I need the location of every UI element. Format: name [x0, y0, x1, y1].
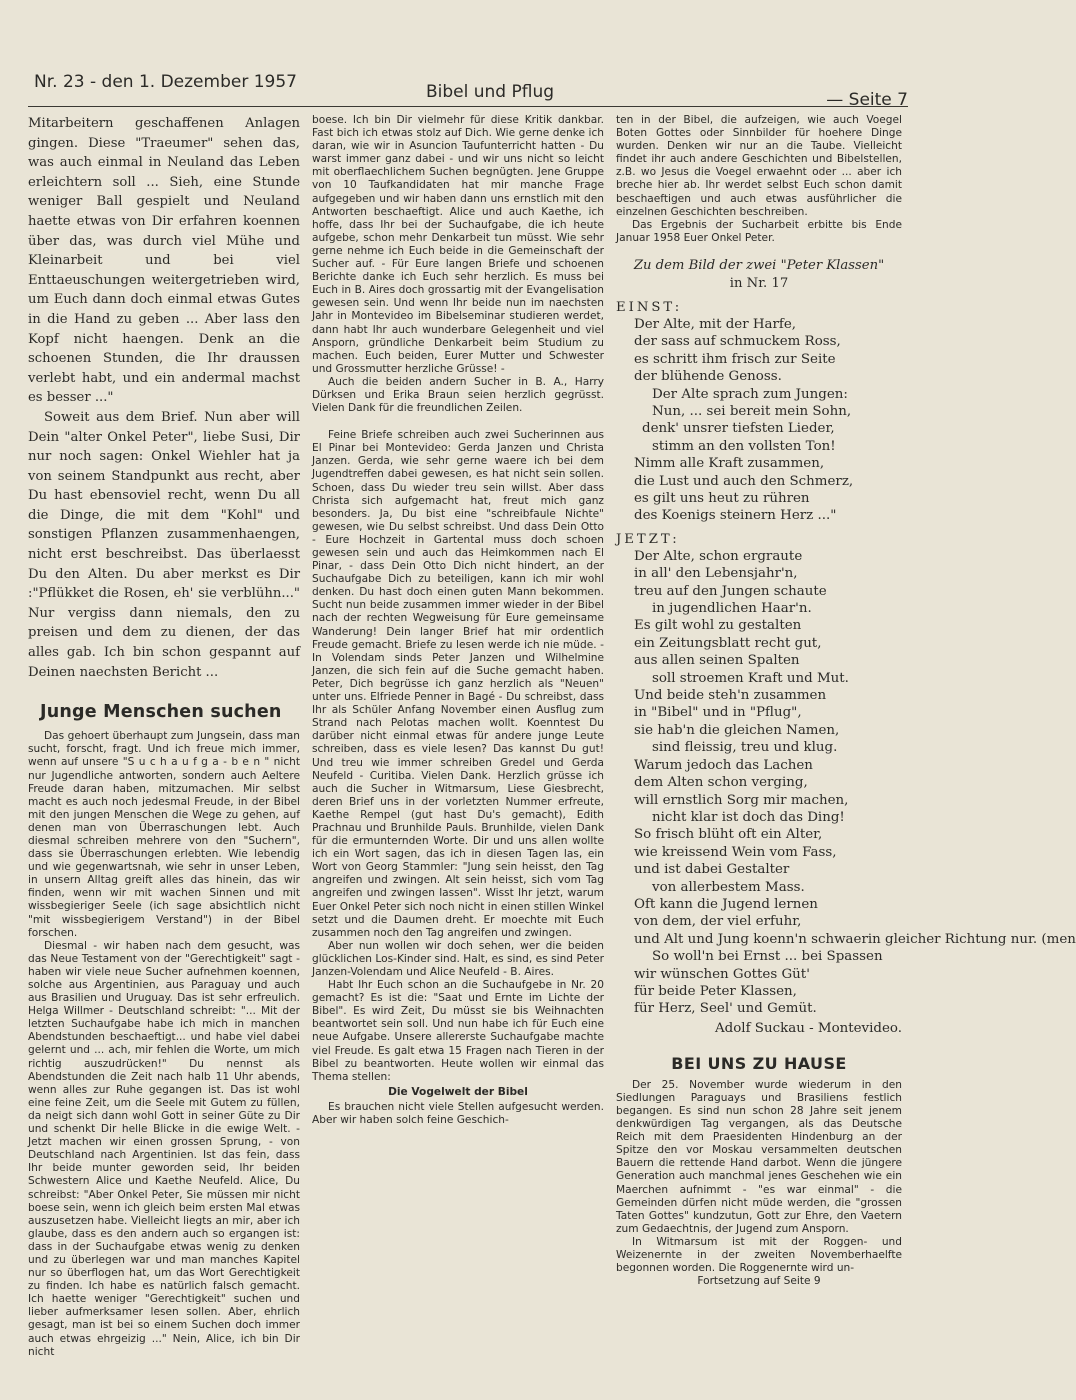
poem-line: für beide Peter Klassen, [634, 983, 797, 999]
poem-line: für Herz, Seel' und Gemüt. [634, 1001, 817, 1017]
article-paragraph: Es brauchen nicht viele Stellen aufgesucht werden. Aber wir haben solch feine Geschich- [312, 1100, 604, 1127]
poem-line: Warum jedoch das Lachen [634, 757, 813, 773]
poem-line: in all' den Lebensjahr'n, [634, 566, 798, 582]
article-paragraph: boese. Ich bin Dir vielmehr für diese Kritik dankbar. Fast bich ich etwas stolz auf Dich. Wie gerne denke ich daran, wie wir in Asuncion Taufunterricht hatten - Du warst immer ganz dabei - und wir uns nicht so leicht mit oberflaechlichem Suchen begnügten. Jene Gruppe von 10 Taufkandidaten hat mir manche Frage aufgegeben und wir haben dann uns ernstlich mit den Antworten beschaeftigt. Alice und auch Kaethe, ich hoffe, dass Ihr bei der Suchaufgabe, die ich heute aufgebe, schon mehr Denkarbeit tun müsst. Wie sehr gerne nehme ich Euch beide in die Gemeinschaft der Sucher auf. - Für Eure langen Briefe und schoenen Berichte danke ich Euch sehr herzlich. Es muss bei Euch in B. Aires doch grossartig mit der Evangelisation gewesen sein. Und wenn Ihr beide nun im naechsten Jahr in Montevideo im Bibelseminar studieren werdet, dann habt Ihr auch wunderbare Gelegenheit und viel Ansporn, gründliche Denkarbeit beim Studium zu machen. Euch beiden, Eurer Mutter und Schwester und Grossmutter herzliche Grüsse! - [312, 114, 604, 375]
poem-line: denk' unsrer tiefsten Lieder, [642, 421, 835, 437]
task-subheading: Die Vogelwelt der Bibel [388, 1085, 528, 1098]
poem-title: Zu dem Bild der zwei "Peter Klassen" [633, 257, 885, 273]
poem-line: von dem, der viel erfuhr, [634, 914, 802, 930]
poem-line: wir wünschen Gottes Güt' [634, 966, 810, 982]
poem-line: Es gilt wohl zu gestalten [634, 618, 802, 634]
poem-line: der sass auf schmuckem Ross, [634, 334, 841, 350]
poem-section-label: EINST: [616, 299, 683, 315]
column-2 [312, 114, 604, 1384]
poem-line: Oft kann die Jugend lernen [634, 896, 818, 912]
poem-line: nicht klar ist doch das Ding! [652, 809, 845, 825]
poem-line: es schritt ihm frisch zur Seite [634, 351, 836, 367]
poem-subtitle: in Nr. 17 [729, 275, 789, 291]
page-header [28, 66, 908, 110]
page-number: — Seite 7 [826, 90, 908, 110]
poem-line: So woll'n bei Ernst ... bei Spassen [652, 949, 883, 965]
letter-paragraph: Mitarbeitern geschaffenen Anlagen gingen. Diese "Traeumer" sehen das, was auch einmal in Neuland das Leben erleichtern soll ... Sieh, eine Stunde weniger Ball gespielt und Neuland haette etwas von Dir erfahren koennen über das, was durch viel Mühe und Kleinarbeit und bei viel Enttaeuschungen weitergetrieben wird, um Euch dann doch einmal etwas Gutes in die Hand zu geben ... Aber lass den Kopf nicht haengen. Denk an die schoenen Stunden, die Ihr draussen verlebt habt, und ein andermal machst es besser ..." [28, 116, 300, 406]
news-heading: BEI UNS ZU HAUSE [671, 1053, 847, 1073]
continued-note: Fortsetzung auf Seite 9 [697, 1275, 821, 1288]
poem-line: es gilt uns heut zu rühren [634, 491, 810, 506]
column-1 [28, 114, 300, 1384]
poem-line: Und beide steh'n zusammen [634, 688, 827, 704]
article-paragraph: Habt Ihr Euch schon an die Suchaufgebe in Nr. 20 gemacht? Es ist die: "Saat und Ernte im Lichte der Bibel". Es wird Zeit, Du müsst sie bis Weihnachten beantwortet sein soll. Und nun habe ich für Euch eine neue Aufgabe. Unsere allererste Suchaufgabe machte viel Freude. Es galt etwa 15 Fragen nach Tieren in der Bibel zu beantworten. Heute wollen wir einmal das Thema stellen: [312, 979, 604, 1083]
poem-line: der blühende Genoss. [634, 369, 782, 385]
poem-line: Nun, ... sei bereit mein Sohn, [652, 403, 852, 419]
poem-line: die Lust und auch den Schmerz, [634, 473, 854, 489]
poem-line: in jugendlichen Haar'n. [652, 601, 812, 617]
article-paragraph: Diesmal - wir haben nach dem gesucht, was das Neue Testament von der "Gerechtigkeit" sagt - haben wir viele neue Sucher aufnehmen koennen, solche aus Argentinien, aus Paraguay und auch aus Brasilien und Uruguay. Das ist sehr erfreulich. Helga Willmer - Deutschland schreibt: "... Mit der letzten Suchaufgabe habe ich mich in manchen Abendstunden beschaeftigt... und habe viel dabei gelernt und ... ach, mir fehlen die Worte, um mich richtig auszudrücken!" Du nennst als Abendstunden die Zeit nach halb 11 Uhr abends, wenn alles zur Ruhe gegangen ist. Das ist wohl eine feine Zeit, um die Seele mit Gutem zu füllen, da neigt sich dann wohl Gott in seiner Güte zu Dir und schenkt Dir helle Blicke in die ewige Welt. - Jetzt machen wir einen grossen Sprung, - von Deutschland nach Argentinien. Ist das fein, dass Ihr beide munter geworden seid, Ihr beiden Schwestern Alice und Kaethe Neufeld. Alice, Du schreibst: "Aber Onkel Peter, Sie müssen mir nicht boese sein, wenn ich gleich beim ersten Mal etwas auszusetzen habe. Vielleicht liegts an mir, aber ich glaube, dass es den andern auch so ergangen ist: dass in der Suchaufgabe etwas wenig zu denken und zu überlegen war und man manches Kapitel nur so überflogen hat, um das Wort Gerechtigkeit zu finden. Ich habe es natürlich falsch gemacht. Ich haette weniger "Gerechtigkeit" suchen und lieber aufmerksamer lesen sollen. Aber, ehrlich gesagt, man ist bei so einem Suchen doch immer auch etwas ehrgeizig ..." Nein, Alice, ich bin Dir nicht [28, 939, 300, 1358]
newspaper-title: Bibel und Pflug [426, 82, 555, 102]
article-heading: Junge Menschen suchen [40, 702, 282, 723]
poem-line: treu auf den Jungen schaute [634, 583, 827, 599]
poem-line: sie hab'n die gleichen Namen, [634, 722, 840, 738]
poem-line: Der Alte, mit der Harfe, [634, 316, 797, 332]
article-paragraph: ten in der Bibel, die aufzeigen, wie auch Voegel Boten Gottes oder Sinnbilder für hoehere Dinge wurden. Denken wir nur an die Taube. Vielleicht findet ihr auch andere Geschichten und Bibelstellen, z.B. wo Jesus die Voegel erwaehnt oder ... aber ich breche hier ab. Ihr werdet selbst Euch schon damit beschaeftigen und auch etwas ausführlicher die einzelnen Geschichten beschreiben. [616, 114, 902, 218]
article-paragraph: Auch die beiden andern Sucher in B. A., Harry Dürksen und Erika Braun seien herzlich gegrüsst. Vielen Dank für die freundlichen Zeilen. [312, 375, 604, 415]
poem-signature: Adolf Suckau - Montevideo. [715, 1020, 902, 1036]
poem-line: des Koenigs steinern Herz ..." [634, 508, 837, 524]
poem-line: und ist dabei Gestalter [634, 862, 790, 878]
poem-line: Der Alte sprach zum Jungen: [652, 386, 848, 402]
column-3 [616, 114, 1076, 1384]
article-paragraph: Feine Briefe schreiben auch zwei Sucherinnen aus El Pinar bei Montevideo: Gerda Janzen und Christa Janzen. Gerda, wie sehr gerne waere ich bei dem Jugendtreffen dabei gewesen, es hat nicht sein sollen. Schoen, dass Du wieder treu sein willst. Aber dass Christa sich aufgemacht hat, freut mich ganz besonders. Ja, Du bist eine "schreibfaule Nichte" gewesen, wie Du selbst schreibst. Und dass Dein Otto - Eure Hochzeit in Gartental muss doch schoen gewesen sein und auch das Heimkommen nach El Pinar, - dass Dein Otto Dich nicht hindert, an der Suchaufgabe Dich zu beteiligen, kann ich mir wohl denken. Du hast doch einen guten Mann bekommen. Sucht nun beide zusammen immer wieder in der Bibel nach der rechten Wegweisung für Eure gemeinsame Wanderung! Dein langer Brief hat mir ordentlich Freude gemacht. Briefe zu lesen werde ich nie müde. - In Volendam sinds Peter Janzen und Wilhelmine Janzen, die sich fein auf die Suche gemacht haben. Peter, Dich begrüsse ich ganz herzlich als "Neuen" unter uns. Elfriede Penner in Bagé - Du schreibst, dass Ihr als Schüler Anfang November einen Ausflug zum Strand nach Pelotas machen wollt. Koenntest Du darüber nicht einmal etwas für andere junge Leute schreiben, dass es viele lesen? Das kannst Du gut! Und treu wie immer schreiben Gredel und Gerda Neufeld - Curitiba. Vielen Dank. Herzlich grüsse ich auch die Sucher in Witmarsum, Liese Giesbrecht, deren Brief uns in der vorletzten Nummer erfreute, Kaethe Rempel (gut hast Du's gemacht), Edith Prachnau und Brunhilde Pauls. Brunhilde, vielen Dank für die ermunternden Worte. Dir und uns allen wollte ich ein Wort sagen, das ich in diesen Tagen las, ein Wort von Georg Stammler: "Jung sein heisst, den Tag angreifen und zwingen. Alt sein heisst, sich vom Tag angreifen und zwingen lassen". Wisst Ihr jetzt, warum Euer Onkel Peter sich noch nicht in einen stillen Winkel setzt und die Daumen dreht. Er moechte mit Euch zusammen noch den Tag angreifen und zwingen. [312, 429, 604, 939]
letter-paragraph: Soweit aus dem Brief. Nun aber will Dein "alter Onkel Peter", liebe Susi, Dir nur noch sagen: Onkel Wiehler hat ja von seinem Standpunkt aus recht, aber Du hast ebensoviel recht, wenn Du all die Dinge, die mit dem "Kohl" und sonstigen Pflanzen zusammenhaengen, nicht erst beschreibst. Das überlaesst Du den Alten. Du aber merkst es Dir :"Pflükket die Rosen, eh' sie verblühn..." Nur vergiss dann niemals, den zu preisen und dem zu dienen, der das alles gab. Ich bin schon gespannt auf Deinen naechsten Bericht ... [28, 409, 300, 680]
poem-line: in "Bibel" und in "Pflug", [634, 705, 802, 721]
poem-line: wie kreissend Wein vom Fass, [634, 844, 837, 860]
article-paragraph: Das gehoert überhaupt zum Jungsein, dass man sucht, forscht, fragt. Und ich freue mich immer, wenn auf unsere "S u c h a u f g a - b e n " nicht nur Jugendliche antworten, sondern auch Aeltere Freude daran haben, mitzumachen. Mir selbst macht es auch noch jedesmal Freude, in der Bibel mit den jungen Menschen die Wege zu gehen, auf denen man von Überraschungen lebt. Auch diesmal schreiben mehrere von den "Suchern", dass sie Überraschungen erlebten. Wie lebendig und wie gegenwartsnah, wie sehr in unser Leben, in unsern Alltag greift alles das hinein, das wir finden, wenn wir mit wachen Sinnen und mit wissbegieriger Seele (ich sage absichtlich nicht "mit wissbegierigem Verstand") in der Bibel forschen. [28, 730, 300, 939]
poem-line: So frisch blüht oft ein Alter, [634, 827, 823, 843]
poem-line: aus allen seinen Spalten [634, 653, 800, 669]
news-paragraph: Der 25. November wurde wiederum in den Siedlungen Paraguays und Brasiliens festlich begangen. Es sind nun schon 28 Jahre seit jenem denkwürdigen Tag vergangen, als das Deutsche Reich mit dem Praesidenten Hindenburg an der Spitze den vor Moskau versammelten deutschen Bauern die rettende Hand darbot. Wenn die jüngere Generation auch manchmal jenes Geschehen wie ein Maerchen aufnimmt - "es war einmal" - die Gemeinden dürfen nicht müde werden, die "grossen Taten Gottes" kundzutun, Gott zur Ehre, den Vaetern zum Gedaechtnis, der Jugend zum Ansporn. [616, 1078, 902, 1235]
poem-line: will ernstlich Sorg mir machen, [634, 792, 849, 808]
poem-line: und Alt und Jung koenn'n schwaerin gleicher Richtung nur. (men [634, 931, 1076, 947]
poem-line: stimm an den vollsten Ton! [652, 438, 836, 454]
poem-line: von allerbestem Mass. [652, 879, 805, 895]
news-paragraph: In Witmarsum ist mit der Roggen- und Weizenernte in der zweiten Novemberhaelfte begonnen worden. Die Roggenernte wird un- [616, 1235, 902, 1275]
poem-line: soll stroemen Kraft und Mut. [652, 670, 849, 686]
poem-line: ein Zeitungsblatt recht gut, [634, 635, 822, 651]
poem-section-label: JETZT: [616, 531, 680, 547]
poem-stanza-jetzt [616, 548, 1076, 1018]
poem-stanza-einst [616, 316, 902, 525]
article-paragraph: Aber nun wollen wir doch sehen, wer die beiden glücklichen Los-Kinder sind. Halt, es sind, es sind Peter Janzen-Volendam und Alice Neufeld - B. Aires. [312, 939, 604, 978]
deadline-note: Das Ergebnis der Sucharbeit erbitte bis Ende Januar 1958 Euer Onkel Peter. [616, 218, 902, 244]
poem-line: sind fleissig, treu und klug. [652, 740, 838, 756]
poem-line: Nimm alle Kraft zusammen, [634, 456, 825, 472]
issue-date: Nr. 23 - den 1. Dezember 1957 [34, 72, 297, 92]
poem-line: dem Alten schon verging, [634, 775, 808, 791]
poem-line: Der Alte, schon ergraute [634, 548, 803, 564]
